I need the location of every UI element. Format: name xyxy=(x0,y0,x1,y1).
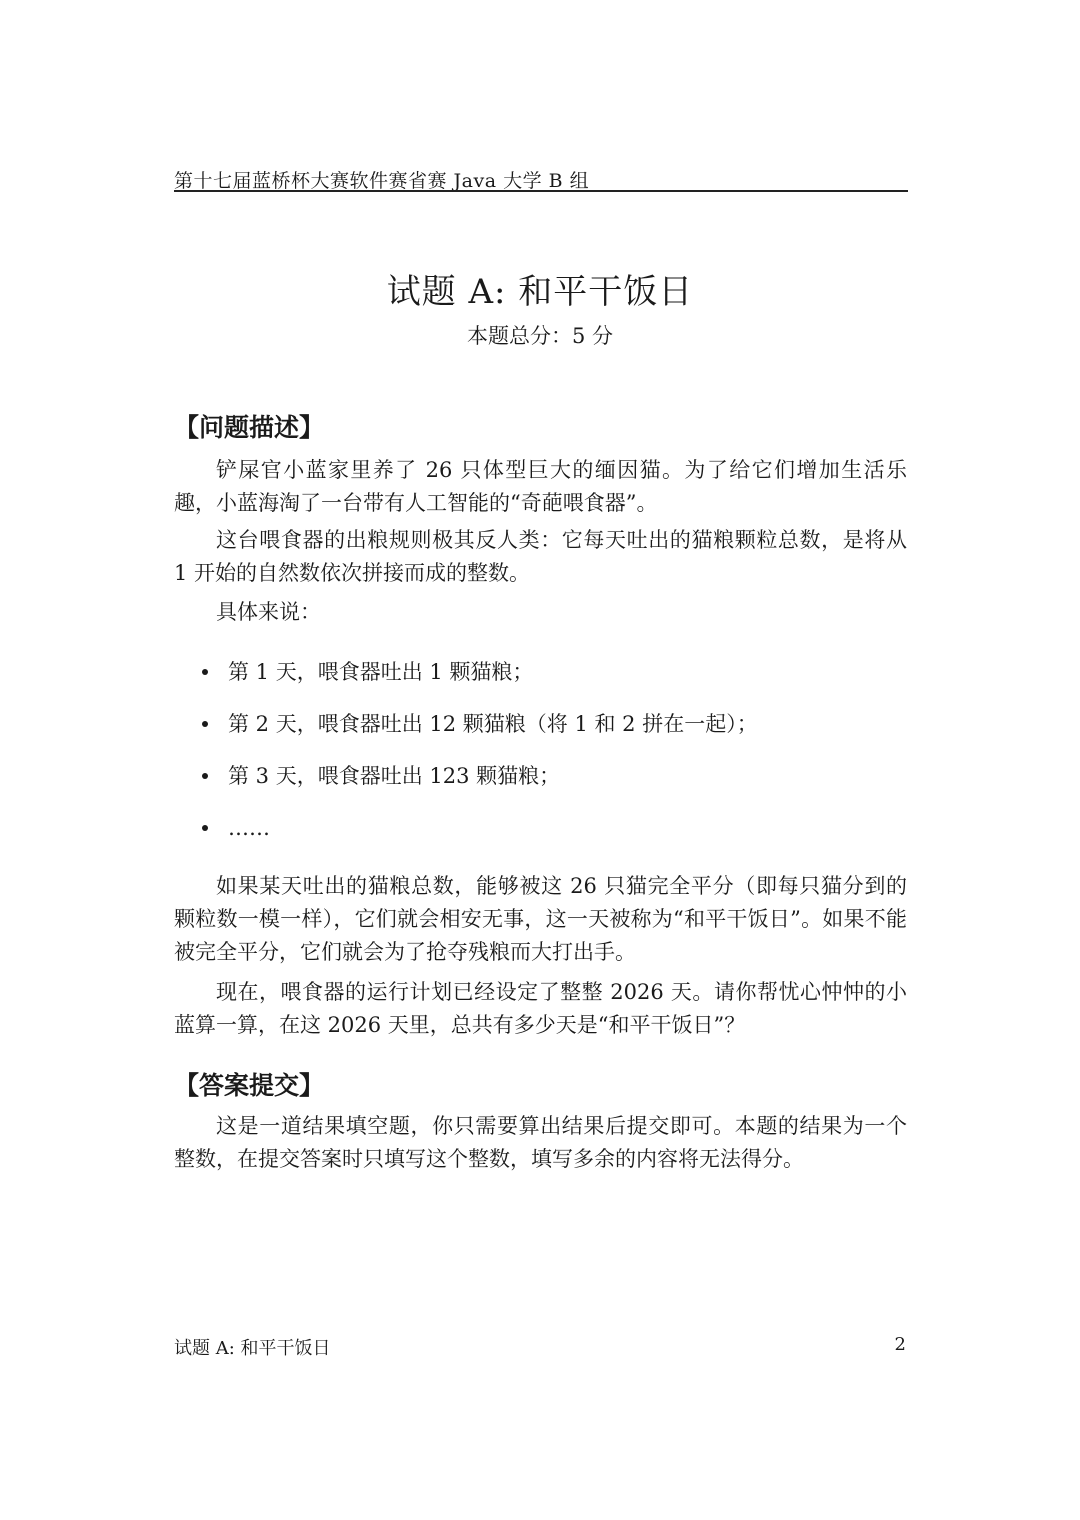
list-item-text: …… xyxy=(228,816,270,840)
problem-title: 试题 A: 和平干饭日 xyxy=(386,272,694,312)
example-list xyxy=(200,656,758,864)
list-item xyxy=(200,656,758,708)
footer-title: 试题 A: 和平干饭日 xyxy=(174,1338,331,1359)
answer-heading: 【答案提交】 xyxy=(174,1071,325,1100)
list-item-text: 第 2 天，喂食器吐出 12 颗猫粮（将 1 和 2 拼在一起）； xyxy=(228,712,758,736)
bullet-dot xyxy=(202,721,208,727)
list-item xyxy=(200,760,758,812)
description-paragraph-1: 铲屎官小蓝家里养了 26 只体型巨大的缅因猫。为了给它们增加生活乐趣，小蓝海淘了一台带有人工智能的“奇葩喂食器”。 xyxy=(174,458,907,515)
page-header: 第十七届蓝桥杯大赛软件赛省赛 Java 大学 B 组 xyxy=(174,170,590,192)
description-heading: 【问题描述】 xyxy=(174,413,325,442)
problem-score: 本题总分：5 分 xyxy=(466,324,614,348)
header-divider xyxy=(174,190,908,192)
bullet-dot xyxy=(202,773,208,779)
list-item xyxy=(200,708,758,760)
description-paragraph-3: 具体来说： xyxy=(216,600,321,624)
description-paragraph-4: 如果某天吐出的猫粮总数，能够被这 26 只猫完全平分（即每只猫分到的颗粒数一模一样），它们就会相安无事，这一天被称为“和平干饭日”。如果不能被完全平分，它们就会为了抢夺残粮而大打出手。 xyxy=(174,874,907,964)
answer-paragraph: 这是一道结果填空题，你只需要算出结果后提交即可。本题的结果为一个整数，在提交答案时只填写这个整数，填写多余的内容将无法得分。 xyxy=(174,1114,907,1171)
list-item-text: 第 1 天，喂食器吐出 1 颗猫粮； xyxy=(228,660,534,684)
description-paragraph-5: 现在，喂食器的运行计划已经设定了整整 2026 天。请你帮忧心忡忡的小蓝算一算，在这 2026 天里，总共有多少天是“和平干饭日”？ xyxy=(174,980,907,1037)
bullet-dot xyxy=(202,669,208,675)
page-number: 2 xyxy=(894,1334,906,1355)
list-item-text: 第 3 天，喂食器吐出 123 颗猫粮； xyxy=(228,764,561,788)
description-paragraph-2: 这台喂食器的出粮规则极其反人类：它每天吐出的猫粮颗粒总数，是将从 1 开始的自然数依次拼接而成的整数。 xyxy=(174,528,907,585)
bullet-dot xyxy=(202,825,208,831)
list-item xyxy=(200,812,758,864)
